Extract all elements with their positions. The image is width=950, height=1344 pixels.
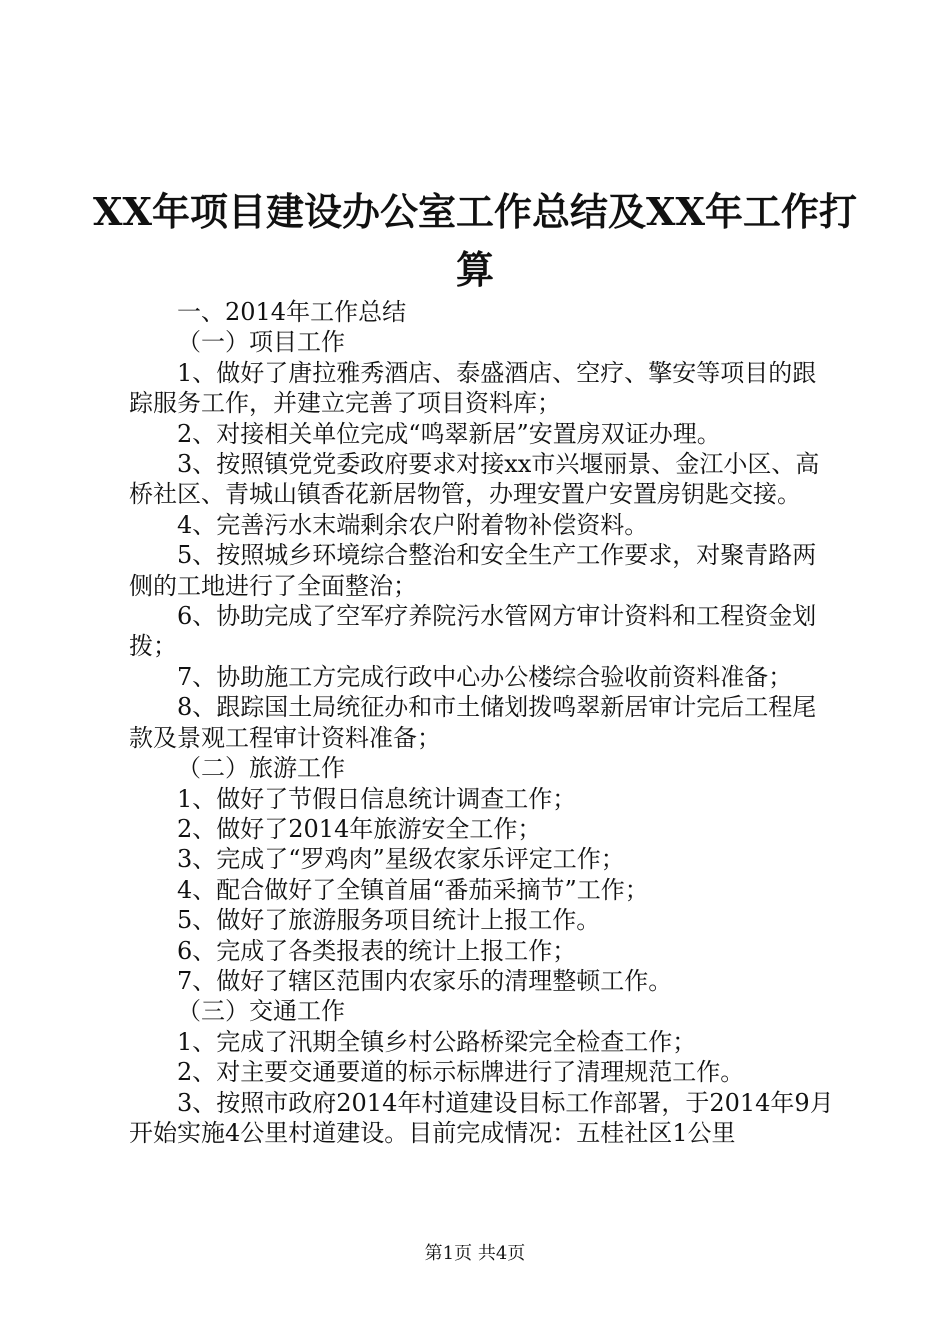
page-footer: 第1页 共4页 (424, 1243, 526, 1264)
list-item: 8、跟踪国土局统征办和市土储划拨鸣翠新居审计完后工程尾款及景观工程审计资料准备； (129, 693, 817, 752)
subsection-heading: （二）旅游工作 (177, 754, 345, 783)
list-item: 7、协助施工方完成行政中心办公楼综合验收前资料准备； (177, 662, 793, 691)
list-item: 1、完成了汛期全镇乡村公路桥梁完全检查工作； (177, 1027, 697, 1056)
document-title-line-1: XX年项目建设办公室工作总结及XX年工作打 (93, 189, 857, 234)
list-item: 4、完善污水末端剩余农户附着物补偿资料。 (177, 510, 649, 539)
document-title-line-2: 算 (455, 247, 494, 292)
list-item: 3、按照镇党党委政府要求对接xx市兴堰丽景、金江小区、高桥社区、青城山镇香花新居物管，办理安置户安置房钥匙交接。 (129, 450, 820, 509)
list-item: 2、做好了2014年旅游安全工作； (177, 814, 542, 843)
subsection-heading: （三）交通工作 (177, 997, 345, 1026)
section-heading: 一、2014年工作总结 (177, 298, 407, 326)
list-item: 6、协助完成了空军疗养院污水管网方审计资料和工程资金划拨； (129, 602, 817, 661)
list-item: 3、完成了“罗鸡肉”星级农家乐评定工作； (177, 845, 625, 874)
list-item: 5、做好了旅游服务项目统计上报工作。 (177, 906, 601, 935)
list-item: 2、对主要交通要道的标示标牌进行了清理规范工作。 (177, 1058, 745, 1087)
list-item: 6、完成了各类报表的统计上报工作； (177, 936, 577, 965)
list-item: 5、按照城乡环境综合整治和安全生产工作要求，对聚青路两侧的工地进行了全面整治； (129, 541, 817, 600)
subsection-heading: （一）项目工作 (177, 328, 345, 357)
list-item: 3、按照市政府2014年村道建设目标工作部署，于2014年9月开始实施4公里村道建设。目前完成情况：五桂社区1公里 (129, 1088, 834, 1147)
list-item: 4、配合做好了全镇首届“番茄采摘节”工作； (177, 875, 649, 904)
document-body (129, 297, 834, 1148)
list-item: 1、做好了唐拉雅秀酒店、泰盛酒店、空疗、擎安等项目的跟踪服务工作，并建立完善了项目资料库； (129, 358, 817, 418)
list-item: 2、对接相关单位完成“鸣翠新居”安置房双证办理。 (177, 419, 721, 448)
list-item: 7、做好了辖区范围内农家乐的清理整顿工作。 (177, 966, 673, 995)
list-item: 1、做好了节假日信息统计调查工作； (177, 784, 577, 813)
